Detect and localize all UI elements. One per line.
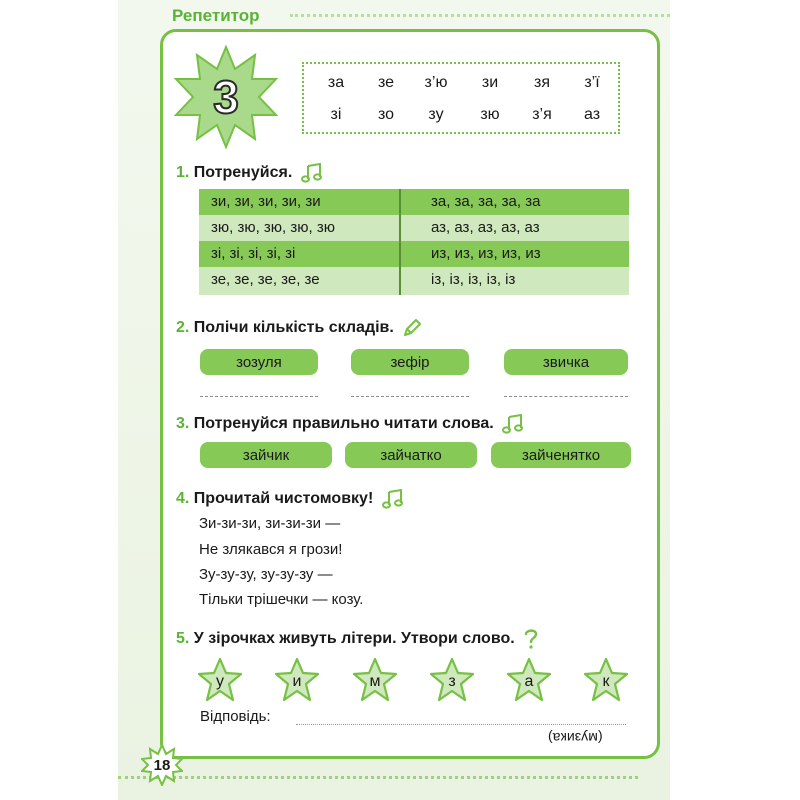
answer-line: [296, 724, 626, 725]
syllable: зя: [534, 74, 550, 91]
star-letter: з: [448, 673, 456, 690]
word-pill: зефір: [351, 349, 469, 375]
footer-dots-divider: [118, 776, 638, 779]
section-title-text: Потренуйся.: [193, 164, 293, 182]
letter-star: [429, 657, 475, 703]
section-number: 3.: [176, 415, 190, 433]
star-letter: м: [369, 673, 381, 690]
word-pill: зозуля: [200, 349, 318, 375]
table-cell: із, із, із, із, із: [431, 271, 516, 288]
letter-star: [352, 657, 398, 703]
syllable: за: [327, 74, 345, 91]
table-cell: зю, зю, зю, зю, зю: [211, 219, 335, 236]
exercise-number-badge: [174, 45, 278, 149]
table-cell: за, за, за, за, за: [431, 193, 541, 210]
syllable: з’ї: [584, 74, 600, 91]
letter-star: [274, 657, 320, 703]
question-mark-icon: [523, 628, 539, 650]
music-note-icon: [301, 163, 323, 183]
word-pill: зайченятко: [491, 442, 631, 468]
letter-star: [583, 657, 629, 703]
table-divider: [399, 189, 401, 295]
table-row: [199, 215, 629, 241]
header-dots-divider: [290, 14, 670, 17]
syllable: зі: [330, 106, 342, 123]
section-number: 1.: [176, 164, 190, 182]
answer-label: Відповідь:: [200, 708, 271, 725]
syllable: зю: [480, 106, 500, 123]
section-number: 2.: [176, 319, 190, 337]
letter-star: [197, 657, 243, 703]
section-5-title: [176, 628, 539, 650]
section-number: 5.: [176, 630, 190, 648]
answer-dash-line: [504, 396, 628, 397]
section-title-text: Прочитай чистомовку!: [193, 490, 374, 508]
section-2-title: [176, 318, 422, 338]
table-row: [199, 267, 629, 295]
section-1-title: [176, 163, 323, 183]
syllable-table: [199, 189, 629, 295]
table-cell: аз, аз, аз, аз, аз: [431, 219, 540, 236]
poem-line: Зи-зи-зи, зи-зи-зи —: [199, 515, 341, 532]
word-pill: звичка: [504, 349, 628, 375]
answer-hint: (музика): [548, 730, 603, 746]
star-letter: у: [216, 673, 224, 690]
exercise-number: 3: [213, 71, 239, 123]
syllable: з’ю: [424, 74, 448, 91]
table-cell: зи, зи, зи, зи, зи: [211, 193, 321, 210]
syllable: аз: [583, 106, 601, 123]
word-pill: зайчатко: [345, 442, 477, 468]
section-title-text: Потренуйся правильно читати слова.: [193, 415, 494, 433]
syllable: з’я: [532, 106, 552, 123]
letter-star: [506, 657, 552, 703]
table-cell: из, из, из, из, из: [431, 245, 541, 262]
syllable: зу: [428, 106, 444, 123]
music-note-icon: [382, 489, 404, 509]
music-note-icon: [502, 414, 524, 434]
table-cell: зі, зі, зі, зі, зі: [211, 245, 296, 262]
section-4-title: [176, 489, 404, 509]
poem-line: Тільки трішечки — козу.: [199, 591, 364, 608]
answer-dash-line: [200, 396, 318, 397]
star-letter: к: [602, 673, 610, 690]
section-title-text: У зірочках живуть літери. Утвори слово.: [193, 630, 515, 648]
page-number-badge: [141, 744, 183, 786]
syllable: зе: [377, 74, 395, 91]
syllable-box: [302, 62, 620, 134]
syllable: зи: [481, 74, 499, 91]
poem-line: Зу-зу-зу, зу-зу-зу —: [199, 566, 333, 583]
poem-line: Не злякався я грози!: [199, 541, 343, 558]
section-3-title: [176, 414, 524, 434]
section-title-text: Полічи кількість складів.: [193, 319, 394, 337]
page-number: 18: [153, 756, 171, 774]
syllable: зо: [377, 106, 395, 123]
header-title: Репетитор: [172, 6, 260, 25]
star-letter: а: [524, 673, 534, 690]
section-number: 4.: [176, 490, 190, 508]
pencil-icon: [402, 318, 422, 338]
answer-dash-line: [351, 396, 469, 397]
word-pill: зайчик: [200, 442, 332, 468]
table-cell: зе, зе, зе, зе, зе: [211, 271, 320, 288]
star-letter: и: [292, 673, 302, 690]
table-row: [199, 189, 629, 215]
table-row: [199, 241, 629, 267]
